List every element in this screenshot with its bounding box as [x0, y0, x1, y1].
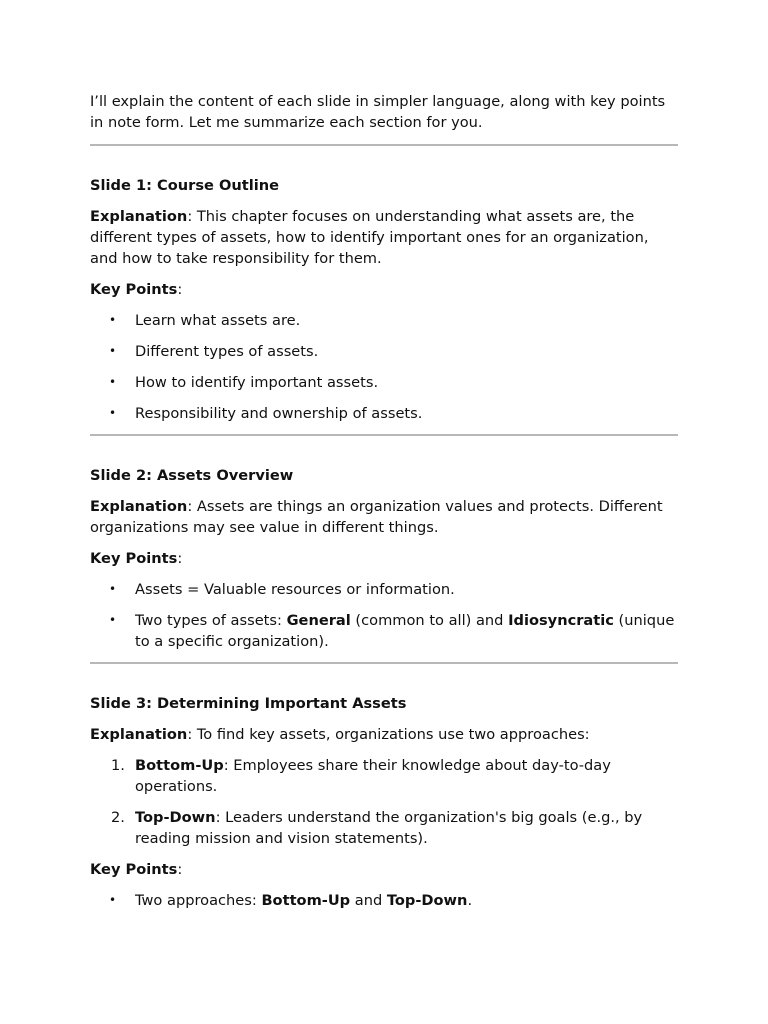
list-item: • Responsibility and ownership of assets. [109, 405, 423, 422]
bullet-icon: • [109, 582, 117, 596]
slide-2-heading: Slide 2: Assets Overview [90, 467, 294, 484]
key-points-label: Key Points [90, 281, 178, 298]
key-points-label: Key Points [90, 861, 178, 878]
list-item: • Learn what assets are. [109, 312, 301, 329]
slide-3-heading: Slide 3: Determining Important Assets [90, 695, 407, 712]
bullet-icon: • [109, 893, 117, 907]
bullet-icon: • [109, 613, 117, 627]
slide-3-explanation [90, 724, 678, 745]
slide-1-explanation [90, 206, 678, 269]
list-item: 2. Top-Down: Leaders understand the organization's big goals (e.g., by reading mission and vision statements). [111, 809, 643, 847]
slide-2-key-points-list [90, 579, 678, 652]
section-divider [90, 144, 678, 146]
slide-3-key-points-heading: Key Points: [90, 861, 183, 878]
list-item: • Two types of assets: General (common to all) and Idiosyncratic (unique to a specific organization). [109, 612, 675, 650]
slide-2-section [90, 465, 678, 652]
list-item: • How to identify important assets. [109, 374, 379, 391]
explanation-label: Explanation [90, 726, 188, 743]
list-item: • Two approaches: Bottom-Up and Top-Down. [109, 892, 473, 909]
slide-2-key-points-heading: Key Points: [90, 550, 183, 567]
bullet-icon: • [109, 375, 117, 389]
slide-1-section [90, 175, 678, 424]
section-divider [90, 434, 678, 436]
list-item: • Assets = Valuable resources or information. [109, 581, 455, 598]
intro-paragraph: I’ll explain the content of each slide in simpler language, along with key points in note form. Let me summarize each section for you. [90, 93, 666, 131]
slide-3-section [90, 693, 678, 911]
document-body [90, 91, 678, 921]
slide-1-key-points-list [90, 310, 678, 424]
bullet-icon: • [109, 313, 117, 327]
key-points-label: Key Points [90, 550, 178, 567]
bullet-icon: • [109, 406, 117, 420]
slide-1-key-points-heading: Key Points: [90, 281, 183, 298]
explanation-text: : To find key assets, organizations use two approaches: [187, 726, 590, 743]
explanation-label: Explanation [90, 208, 188, 225]
slide-3-key-points-list [90, 890, 678, 911]
list-item: 1. Bottom-Up: Employees share their knowledge about day-to-day operations. [111, 757, 611, 795]
explanation-text: : This chapter focuses on understanding what assets are, the different types of assets, how to identify important ones for an organization, and how to take responsibility for them. [90, 208, 649, 267]
list-number: 2. [111, 809, 125, 826]
explanation-text: : Assets are things an organization values and protects. Different organizations may see value in different things. [90, 498, 663, 536]
slide-3-approaches-list [90, 755, 678, 849]
slide-2-explanation [90, 496, 678, 538]
list-item: • Different types of assets. [109, 343, 319, 360]
section-divider [90, 662, 678, 664]
list-number: 1. [111, 757, 125, 774]
slide-1-heading: Slide 1: Course Outline [90, 177, 280, 194]
bullet-icon: • [109, 344, 117, 358]
explanation-label: Explanation [90, 498, 188, 515]
